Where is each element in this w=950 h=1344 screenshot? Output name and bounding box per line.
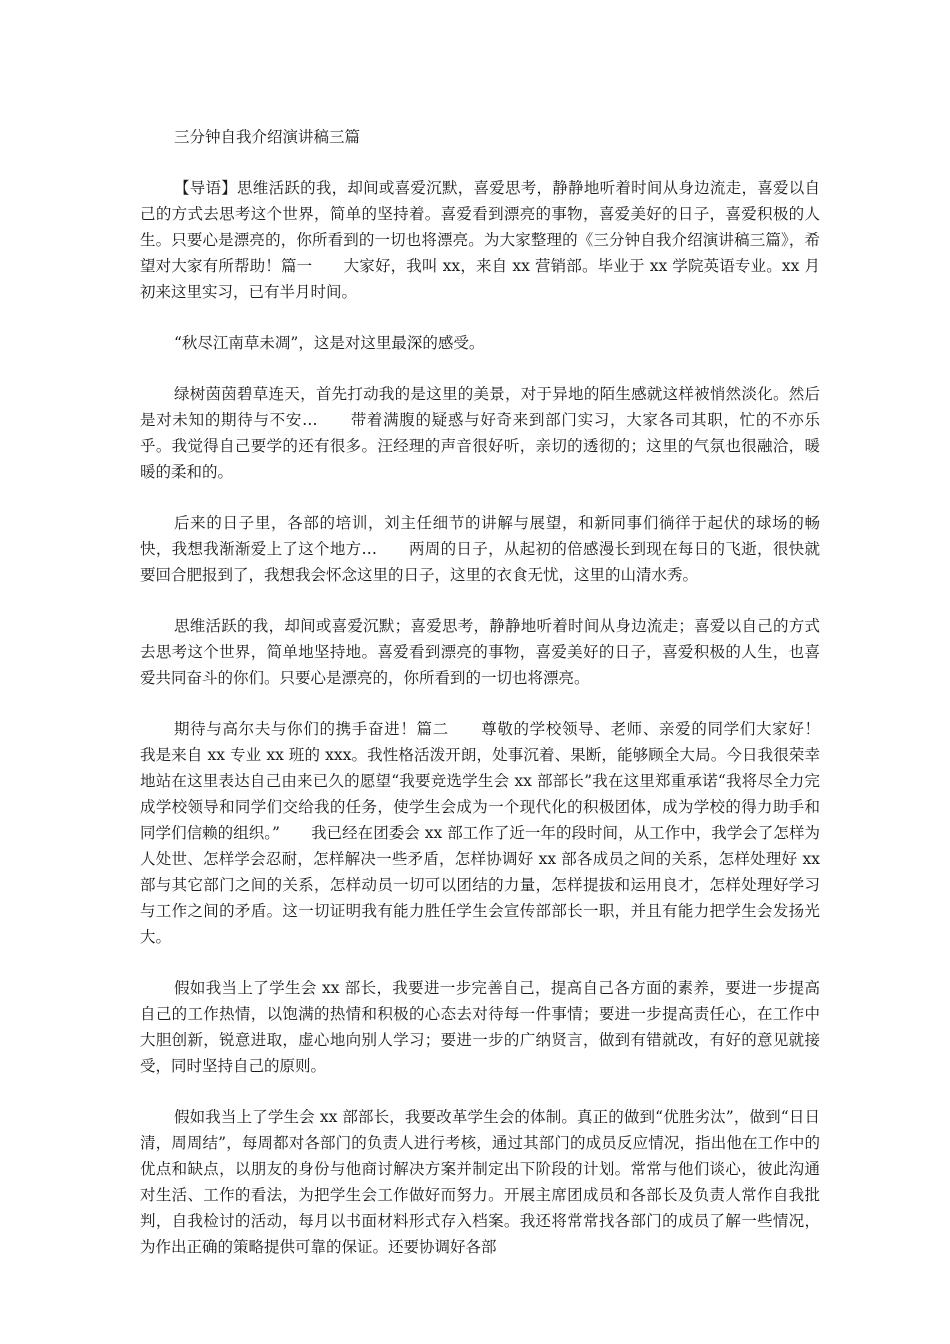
document-body — [140, 124, 852, 1285]
paragraph: 后来的日子里，各部的培训，刘主任细节的讲解与展望，和新同事们徜徉于起伏的球场的畅快，我想我渐渐爱上了这个地方… 两周的日子，从起初的倍感漫长到现在每日的飞逝，很快就要回合肥报到了，我想我会怀念这里的日子，这里的衣食无忧，这里的山清水秀。 — [140, 514, 820, 584]
paragraph: 假如我当上了学生会 xx 部长，我要进一步完善自己，提高自己各方面的素养，要进一步提高自己的工作热情，以饱满的热情和积极的心态去对待每一件事情；要进一步提高责任心，在工作中大胆创新，锐意进取，虚心地向别人学习；要进一步的广纳贤言，做到有错就改，有好的意见就接受，同时坚持自己的原则。 — [140, 979, 820, 1075]
paragraph: 思维活跃的我，却间或喜爱沉默；喜爱思考，静静地听着时间从身边流走；喜爱以自己的方式去思考这个世界，简单地坚持地。喜爱看到漂亮的事物，喜爱美好的日子，喜爱积极的人生，也喜爱共同奋斗的你们。只要心是漂亮的，你所看到的一切也将漂亮。 — [140, 617, 820, 687]
document-title: 三分钟自我介绍演讲稿三篇 — [174, 128, 361, 146]
paragraph: “秋尽江南草未凋”，这是对这里最深的感受。 — [174, 334, 485, 352]
paragraph: 期待与高尔夫与你们的携手奋进！篇二 尊敬的学校领导、老师、亲爱的同学们大家好！ 我是来自 xx 专业 xx 班的 xxx。我性格活泼开朗，处事沉着、果断，能够顾全大局。今日我很荣幸地站在这里表达自己由来已久的愿望“我要竞选学生会 xx 部部长”我在这里郑重承诺“我将尽全力完成学校领导和同学们交给我的任务，使学生会成为一个现代化的积极团体，成为学校的得力助手和同学们信赖的组织。” 我已经在团委会 xx 部工作了近一年的段时间，从工作中，我学会了怎样为人处世、怎样学会忍耐，怎样解决一些矛盾，怎样协调好 xx 部各成员之间的关系，怎样处理好 xx 部与其它部门之间的关系，怎样动员一切可以团结的力量，怎样提拔和运用良才，怎样处理好学习与工作之间的矛盾。这一切证明我有能力胜任学生会宣传部部长一职，并且有能力把学生会发扬光大。 — [140, 720, 852, 946]
paragraph: 绿树茵茵碧草连天，首先打动我的是这里的美景，对于异地的陌生感就这样被悄然淡化。然后是对未知的期待与不安… 带着满腹的疑惑与好奇来到部门实习，大家各司其职，忙的不亦乐乎。我觉得自己要学的还有很多。汪经理的声音很好听，亲切的透彻的；这里的气氛也很融洽，暖暖的柔和的。 — [140, 385, 820, 481]
paragraph: 假如我当上了学生会 xx 部部长，我要改革学生会的体制。真正的做到“优胜劣汰”，做到“日日清，周周结”，每周都对各部门的负责人进行考核，通过其部门的成员反应情况，指出他在工作中的优点和缺点，以朋友的身份与他商讨解决方案并制定出下阶段的计划。常常与他们谈心，彼此沟通对生活、工作的看法，为把学生会工作做好而努力。开展主席团成员和各部长及负责人常作自我批判，自我检讨的活动，每月以书面材料形式存入档案。我还将常常找各部门的成员了解一些情况，为作出正确的策略提供可靠的保证。还要协调好各部 — [140, 1108, 820, 1256]
paragraph-intro: 【导语】思维活跃的我，却间或喜爱沉默，喜爱思考，静静地听着时间从身边流走，喜爱以自己的方式去思考这个世界，简单的坚持着。喜爱看到漂亮的事物，喜爱美好的日子，喜爱积极的人生。只要心是漂亮的，你所看到的一切也将漂亮。为大家整理的《三分钟自我介绍演讲稿三篇》，希望对大家有所帮助！篇一 大家好，我叫 xx，来自 xx 营销部。毕业于 xx 学院英语专业。xx 月初来这里实习，已有半月时间。 — [140, 179, 820, 301]
